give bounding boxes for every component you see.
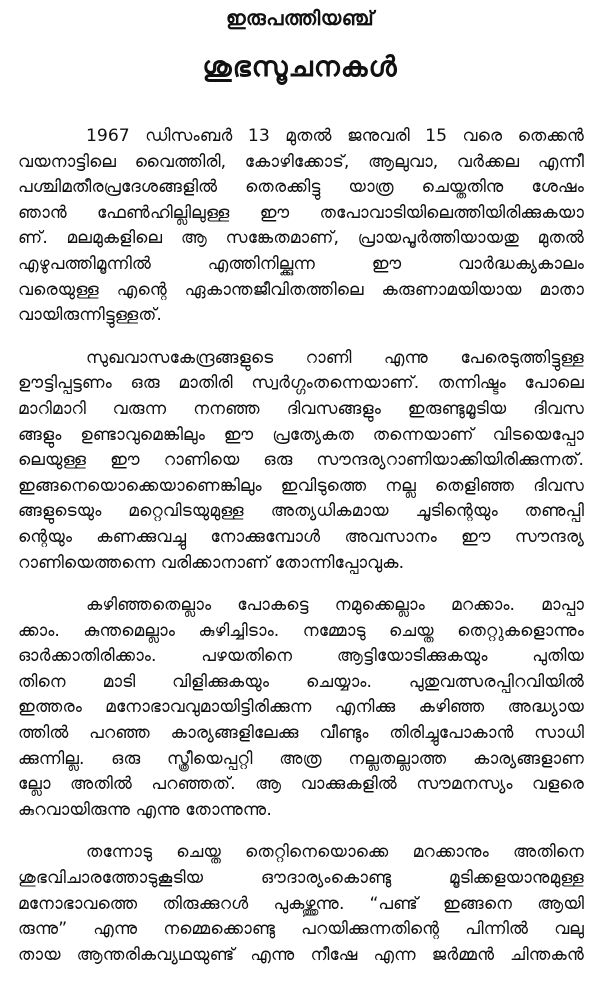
paragraph: [18, 593, 584, 823]
text-line: തന്നോടു ചെയ്ത തെറ്റിനെയൊക്കെ മറക്കാനും അതിനെ: [86, 842, 584, 863]
text-line: തായ ആന്തരികവ്യഥയുണ്ട് എന്നു നീഷേ എന്ന ജർമ്മൻ ചിന്തകൻ: [18, 944, 584, 965]
body-text: [18, 124, 584, 985]
text-line: ത്തിൽ പറഞ്ഞ കാര്യങ്ങളിലേക്കു വീണ്ടും തിരിച്ചുപോകാൻ സാധി: [18, 723, 584, 744]
text-line: വരെയുള്ള എന്റെ ഏകാന്തജീവിതത്തിലെ കരുണാമയിയായ മാതാ: [18, 279, 584, 300]
text-line: ഇത്തരം മനോഭാവവുമായിട്ടിരിക്കുന്ന എനിക്കു കഴിഞ്ഞ അദ്ധ്യായ: [18, 697, 584, 718]
text-line: മനോഭാവത്തെ തിരുക്കുറൾ പുകഴ്ത്തുന്നു. “പണ്ട് ഇങ്ങനെ ആയി: [18, 893, 584, 914]
chapter-number: ഇരുപത്തിയഞ്ച്: [225, 6, 375, 30]
text-line: ഓർക്കാതിരിക്കാം. പഴയതിനെ ആട്ടിയോടിക്കുകയും പുതിയ: [18, 646, 584, 667]
text-line: കഴിഞ്ഞതെല്ലാം പോകട്ടെ നമുക്കെല്ലാം മറക്കാം. മാപ്പാ: [86, 595, 584, 616]
paragraph: [18, 124, 584, 329]
text-line: തിനെ മാടി വിളിക്കുകയും ചെയ്യാം. പുതുവത്സരപ്പിറവിയിൽ: [18, 671, 584, 692]
text-line: ഇങ്ങനെയൊക്കെയാണെങ്കിലും ഇവിടുത്തെ നല്ല തെളിഞ്ഞ ദിവസ: [18, 475, 584, 496]
text-line: സുഖവാസകേന്ദ്രങ്ങളുടെ റാണി എന്നു പേരെടുത്തിട്ടുള്ള: [86, 347, 584, 368]
text-line: റാണിയെത്തന്നെ വരിക്കാനാണ് തോന്നിപ്പോവുക.: [18, 552, 405, 573]
text-line: വയനാട്ടിലെ വൈത്തിരി, കോഴിക്കോട്, ആലുവാ, വർക്കല എന്നീ: [18, 151, 584, 172]
text-line: രുന്നു” എന്നു നമ്മെക്കൊണ്ടു പറയിക്കുന്നതിന്റെ പിന്നിൽ വലു: [18, 919, 584, 940]
text-line: ശുഭവിചാരത്തോടുകൂടിയ ഔദാര്യംകൊണ്ടു മൂടിക്കളയാനുമുള്ള: [18, 868, 584, 889]
text-line: മാറിമാറി വരുന്ന നനഞ്ഞ ദിവസങ്ങളും ഇരുണ്ടുമൂടിയ ദിവസ: [18, 398, 584, 419]
text-line: ഞാൻ ഫേൺഹില്ലിലുള്ള ഈ തപോവാടിയിലെത്തിയിരിക്കുകയാ: [18, 202, 584, 223]
text-line: എഴുപത്തിമൂന്നിൽ എത്തിനില്ക്കുന്ന ഈ വാർദ്ധക്യകാലം: [18, 253, 584, 274]
text-line: 1967 ഡിസംബർ 13 മുതൽ ജനുവരി 15 വരെ തെക്കൻ: [86, 126, 584, 146]
text-line: ക്കുന്നില്ല. ഒരു സ്ത്രീയെപ്പറ്റി അത്ര നല്ലതല്ലാത്ത കാര്യങ്ങളാണ: [18, 748, 584, 769]
text-line: ലെയുള്ള ഈ റാണിയെ ഒരു സൗന്ദര്യറാണിയാക്കിയിരിക്കുന്നത്.: [18, 450, 584, 471]
text-line: ക്കാം. കുന്തമെല്ലാം കുഴിച്ചിടാം. നമ്മോടു ചെയ്ത തെറ്റുകളൊന്നും: [18, 620, 584, 641]
text-line: ങ്ങളുടെയും മറ്റെവിടയുമുള്ള അത്യധികമായ ചൂടിന്റെയും തണുപ്പി: [18, 501, 584, 522]
text-line: കുറവായിരുന്നു എന്നു തോന്നുന്നു.: [18, 799, 272, 820]
text-line: വായിരുന്നിട്ടുള്ളത്.: [18, 305, 162, 326]
chapter-title: ശുഭസൂചനകൾ: [202, 50, 398, 83]
paragraph: [18, 346, 584, 576]
text-line: പശ്ചിമതീരപ്രദേശങ്ങളിൽ തെരക്കിട്ടു യാത്ര ചെയ്തതിനു ശേഷം: [18, 177, 584, 198]
text-line: ണ്. മലമുകളിലെ ആ സങ്കേതമാണ്, പ്രായപൂർത്തിയായതു മുതൽ: [18, 228, 584, 249]
text-line: ങ്ങളും ഉണ്ടാവുമെങ്കിലും ഈ പ്രത്യേകത തന്നെയാണ് വിടയെപ്പോ: [18, 424, 584, 445]
text-line: ഊട്ടിപ്പട്ടണം ഒരു മാതിരി സ്വർഗ്ഗംതന്നെയാണ്. തന്നിഷ്ടം പോലെ: [18, 373, 584, 394]
text-line: ന്റെയും കണക്കുവച്ചു നോക്കുമ്പോൾ അവസാനം ഈ സൗന്ദര്യ: [18, 526, 584, 547]
paragraph: [18, 840, 584, 968]
text-line: ല്ലോ അതിൽ പറഞ്ഞത്. ആ വാക്കുകളിൽ സൗമനസ്യം വളരെ: [18, 774, 584, 795]
